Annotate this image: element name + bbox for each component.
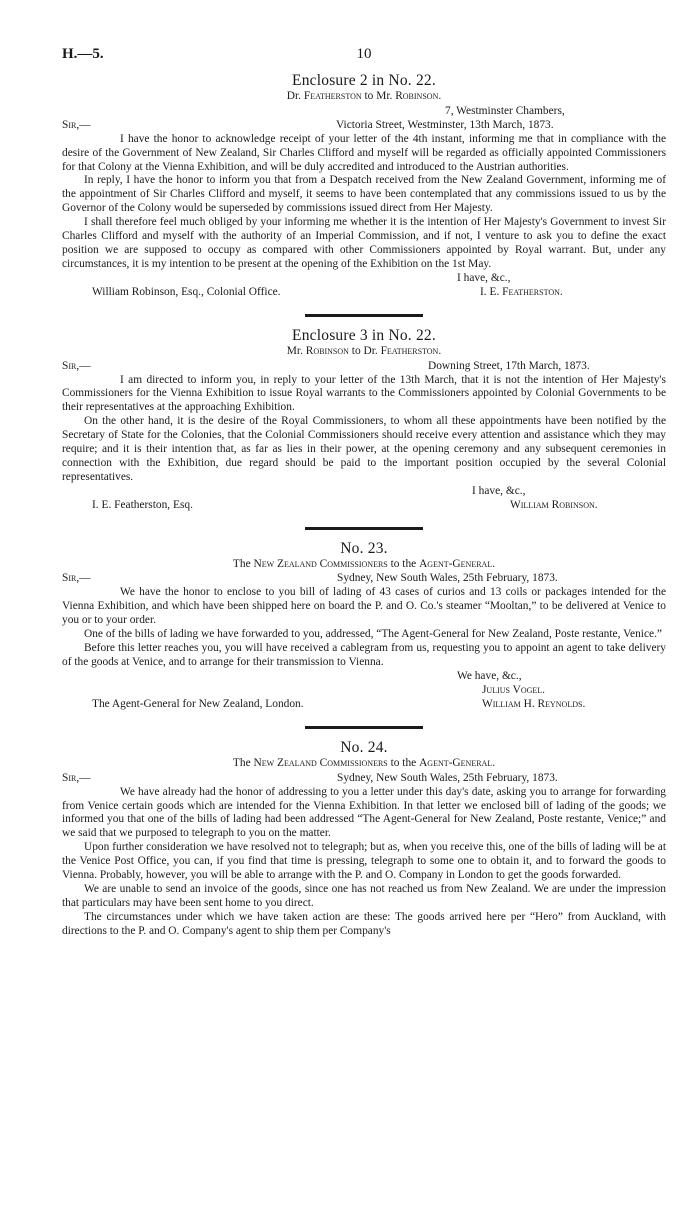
sender-name: Featherston (303, 89, 362, 102)
salutation-row (62, 119, 666, 133)
from-to-suffix: . (492, 557, 496, 570)
addressee: The Agent-General for New Zealand, London. (92, 697, 304, 710)
paragraph: I am directed to inform you, in reply to your letter of the 13th March, that it is not the intention of Her Majesty's Commissioners for the Vienna Exhibition to issue Royal warrants to the Commissioners appointed by Colonial Governments to be their representatives at the approaching Exhibition. (62, 373, 666, 414)
recipient-name: Robinson (395, 89, 439, 102)
salutation-row (62, 772, 666, 786)
from-to-joiner: to the (387, 756, 420, 769)
salutation-row (62, 360, 666, 374)
signature-row-1 (62, 684, 666, 698)
paragraph: We are unable to send an invoice of the goods, since one has not reached us from New Zealand. We are under the impression that particulars may have been sent home to you direct. (62, 882, 666, 909)
letter-heading: Enclosure 2 in No. 22. (292, 72, 436, 89)
closing: We have, &c., (457, 669, 522, 682)
letter-enclosure-2 (62, 74, 666, 300)
sender-name: New Zealand Commissioners (253, 756, 388, 769)
document-code: H.—5. (62, 46, 104, 62)
recipient-name: Agent-General (419, 756, 493, 769)
addressee: William Robinson, Esq., Colonial Office. (92, 285, 281, 298)
section-rule (305, 726, 423, 729)
letter-from-to (62, 757, 666, 771)
letter-from-to (62, 558, 666, 572)
sender-name: Robinson (305, 344, 349, 357)
from-to-prefix: Mr. (286, 344, 306, 357)
signature-row-2 (62, 698, 666, 712)
salutation: Sir,— (62, 572, 91, 585)
addressee: I. E. Featherston, Esq. (92, 498, 193, 511)
salutation: Sir,— (62, 118, 91, 131)
letter-heading: Enclosure 3 in No. 22. (292, 326, 436, 344)
letter-from-to (62, 345, 666, 359)
signature-row (62, 286, 666, 300)
paragraph: Upon further consideration we have resolved not to telegraph; but as, when you receive this, one of the bills of lading will be at the Venice Post Office, you can, if you find that time is pressing, telegraph to some one to obtain it, and to forward the goods to Vienna. Probably, however, you will be able to arrange with the P. and O. Company in London to get the goods forwarded. (62, 841, 666, 882)
page-number: 10 (356, 46, 372, 62)
from-to-joiner: to the (387, 557, 420, 570)
salutation: Sir,— (62, 771, 91, 784)
paragraph: In reply, I have the honor to inform you that from a Despatch received from the New Zealand Government, informing me of the appointment of Sir Charles Clifford and myself, it seems to have been contemplated that any commissions issued to us by the Governor of the Colony would be superseded by commissions issued direct from Her Majesty. (62, 174, 666, 215)
recipient-name: Agent-General (419, 557, 493, 570)
closing: I have, &c., (472, 484, 526, 497)
signature: Julius Vogel. (482, 683, 546, 696)
section-rule (305, 314, 423, 317)
letter-heading: No. 23. (340, 539, 388, 557)
paragraph: The circumstances under which we have taken action are these: The goods arrived here per “Hero” from Auckland, with directions to the P. and O. Company's agent to ship them per Company's (62, 910, 666, 937)
paragraph: We have already had the honor of addressing to you a letter under this day's date, asking you to arrange for forwarding from Venice certain goods which are intended for the Vienna Exhibition. In that letter we enclosed bill of lading of the goods; we informed you that one of the bills of lading had been addressed “The Agent-General for New Zealand, Poste restante, Venice;” and we said that we purposed to telegraph to you on the matter. (62, 785, 666, 840)
paragraph: I have the honor to acknowledge receipt of your letter of the 4th instant, informing me that in compliance with the desire of the Government of New Zealand, Sir Charles Clifford and myself will be regarded as officially appointed Commissioners for that Colony at the Vienna Exhibition, and will be duly accredited and introduced to the Austrian authorities. (62, 132, 666, 173)
sender-name: New Zealand Commissioners (253, 557, 388, 570)
letter-from-to (62, 90, 666, 104)
from-to-joiner: to Dr. (348, 344, 381, 357)
from-to-prefix: Dr. (286, 89, 304, 102)
salutation-row (62, 572, 666, 586)
from-to-prefix: The (232, 756, 254, 769)
letter-heading: No. 24. (340, 738, 388, 756)
place-date: Victoria Street, Westminster, 13th March, 1873. (336, 118, 554, 131)
signature: William H. Reynolds. (482, 697, 586, 710)
paragraph: Before this letter reaches you, you will have received a cablegram from us, requesting you to appoint an agent to take delivery of the goods at Venice, and to arrange for their transmission to Vienna. (62, 642, 666, 668)
from-to-joiner: to Mr. (361, 89, 396, 102)
salutation: Sir,— (62, 359, 91, 372)
letter-enclosure-3 (62, 326, 666, 513)
signature: I. E. Featherston. (480, 285, 563, 298)
section-rule (305, 527, 423, 530)
place-date: Sydney, New South Wales, 25th February, 1873. (337, 572, 558, 585)
from-to-suffix: . (492, 756, 496, 769)
paragraph: One of the bills of lading we have forwarded to you, addressed, “The Agent-General for New Zealand, Poste restante, Venice.” (84, 628, 662, 641)
closing: I have, &c., (457, 271, 511, 284)
place-date: Sydney, New South Wales, 25th February, 1873. (337, 771, 558, 784)
paragraph: I shall therefore feel much obliged by your informing me whether it is the intention of Her Majesty's Government to invest Sir Charles Clifford and myself with the authority of an Imperial Commission, and if not, I venture to ask you to define the exact position we are supposed to occupy as compared with other Commissioners appointed by Royal warrant. But, under any circumstances, it is my intention to be present at the opening of the Exhibition on the 1st May. (62, 216, 666, 270)
address-line: 7, Westminster Chambers, (445, 104, 565, 117)
paragraph: On the other hand, it is the desire of the Royal Commissioners, to whom all these appointments have been notified by the Secretary of State for the Colonies, that the Colonial Commissioners should receive every attention and assistance which they may require; and it is their intention that, as far as lies in their power, at the opening ceremony and any subsequent ceremonies in connection with the Exhibition, due regard should be paid to the important position occupied by the several Colonial representatives. (62, 415, 666, 483)
signature: William Robinson. (510, 498, 598, 511)
running-head (62, 48, 666, 74)
place-date: Downing Street, 17th March, 1873. (428, 359, 590, 372)
from-to-suffix: . (438, 89, 442, 102)
signature-row (62, 499, 666, 513)
letter-no-24 (62, 738, 666, 939)
from-to-suffix: . (438, 344, 442, 357)
document-page (62, 48, 666, 939)
letter-no-23 (62, 539, 666, 712)
paragraph: We have the honor to enclose to you bill of lading of 43 cases of curios and 13 coils or packages intended for the Vienna Exhibition, and which have been shipped here on board the P. and O. Co.'s steamer “Mooltan,” to be delivered at Venice to you or to your order. (62, 586, 666, 627)
from-to-prefix: The (232, 557, 254, 570)
recipient-name: Featherston (380, 344, 439, 357)
